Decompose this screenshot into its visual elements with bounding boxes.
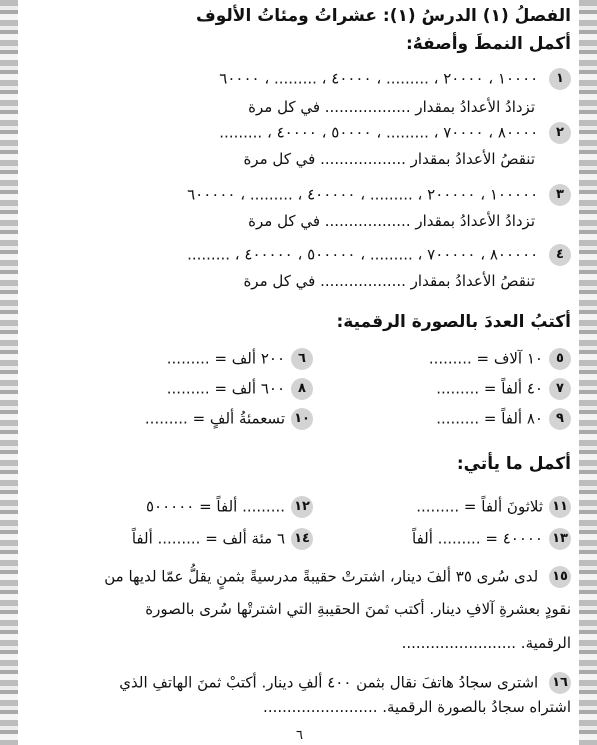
exercise-11 [416,496,571,518]
question-number: ١١ [549,496,571,518]
pattern-description: تزدادُ الأعدادُ بمقدار .................. في كل مرة [248,212,535,230]
question-number: ٤ [549,244,571,266]
exercise-text: تسعمئةُ ألفٍ = ......... [144,409,285,428]
section-heading-numeric-form: أكتبُ العددَ بالصورة الرقمية: [336,312,571,332]
exercise-text: ٤٠٠٠٠ = ......... ألفاً [412,529,543,548]
problem-line: الرقمية. ........................ [401,634,571,652]
question-3 [28,184,571,206]
exercise-text: ٤٠ ألفاً = ......... [436,379,543,398]
question-1 [28,68,571,90]
pattern-description: تنقصُ الأعدادُ بمقدار .................. في كل مرة [243,272,535,290]
question-4 [28,244,571,266]
problem-line: نقودٍ بعشرةِ آلافِ دينار. أكتب ثمنَ الحقيبةِ التي اشترتْها سُرى بالصورة [145,600,571,618]
exercise-text: ٢٠٠ ألف = ......... [166,349,285,368]
exercise-text: ثلاثونَ ألفاً = ......... [416,497,543,516]
word-problem-15 [28,566,571,588]
exercise-6 [167,348,313,370]
question-number: ٧ [549,378,571,400]
exercise-text: ٦٠٠ ألف = ......... [166,379,285,398]
question-2 [28,122,571,144]
exercise-text: ١٠ آلاف = ......... [428,349,543,368]
question-number: ٣ [549,184,571,206]
question-number: ٥ [549,348,571,370]
exercise-text: ......... ألفاً = ٥٠٠٠٠٠ [145,497,285,516]
question-number: ١٦ [549,672,571,694]
word-problem-16 [28,672,571,694]
question-number: ٩ [549,408,571,430]
exercise-7 [436,378,571,400]
exercise-text: ٨٠ ألفاً = ......... [436,409,543,428]
pattern-description: تنقصُ الأعدادُ بمقدار .................. في كل مرة [243,150,535,168]
exercise-14 [132,528,313,550]
pattern-sequence: ١٠٠٠٠ ، ٢٠٠٠٠ ، ......... ، ٤٠٠٠٠ ، ......... ، ٦٠٠٠٠ [219,69,539,88]
section-heading-complete: أكمل ما يأتي: [456,454,571,474]
pattern-description: تزدادُ الأعدادُ بمقدار .................. في كل مرة [248,98,535,116]
lesson-title: الفصلُ (١) الدرسُ (١): عشراتُ ومئاتُ الألوف [196,6,571,26]
problem-line: اشتراه سجادُ بالصورة الرقمية. ........................ [263,698,571,716]
question-number: ١ [549,68,571,90]
question-number: ١٣ [549,528,571,550]
exercise-10 [145,408,313,430]
question-number: ١٥ [549,566,571,588]
question-number: ٢ [549,122,571,144]
pattern-sequence: ٨٠٠٠٠٠ ، ٧٠٠٠٠٠ ، ......... ، ٥٠٠٠٠٠ ، ٤٠٠٠٠٠ ، ......... [187,245,539,264]
question-number: ٦ [291,348,313,370]
pattern-sequence: ٨٠٠٠٠ ، ٧٠٠٠٠ ، ......... ، ٥٠٠٠٠ ، ٤٠٠٠٠ ، ......... [219,123,539,142]
worksheet-page [28,0,571,745]
exercise-9 [436,408,571,430]
question-number: ٨ [291,378,313,400]
pattern-sequence: ١٠٠٠٠٠ ، ٢٠٠٠٠٠ ، ......... ، ٤٠٠٠٠٠ ، ......... ، ٦٠٠٠٠٠ [187,185,539,204]
question-number: ١٠ [291,408,313,430]
page-border-left [0,0,18,745]
page-number: ٦ [296,728,303,743]
question-number: ١٢ [291,496,313,518]
exercise-13 [412,528,571,550]
question-number: ١٤ [291,528,313,550]
problem-line: اشترى سجادُ هاتفَ نقال بثمن ٤٠٠ ألفِ دينار. أكتبْ ثمنَ الهاتفِ الذي [119,673,539,692]
exercise-5 [429,348,571,370]
exercise-text: ٦ مئة ألف = ......... ألفاً [131,529,285,548]
problem-line: لدى سُرى ٣٥ ألفَ دينار، اشترتْ حقيبةً مدرسيةً بثمنٍ يقلُّ عمّا لديها من [104,567,539,586]
exercise-12 [146,496,313,518]
page-border-right [579,0,597,745]
exercise-8 [167,378,313,400]
section-heading-pattern: أكمل النمطَ وأصفهُ: [405,34,571,54]
